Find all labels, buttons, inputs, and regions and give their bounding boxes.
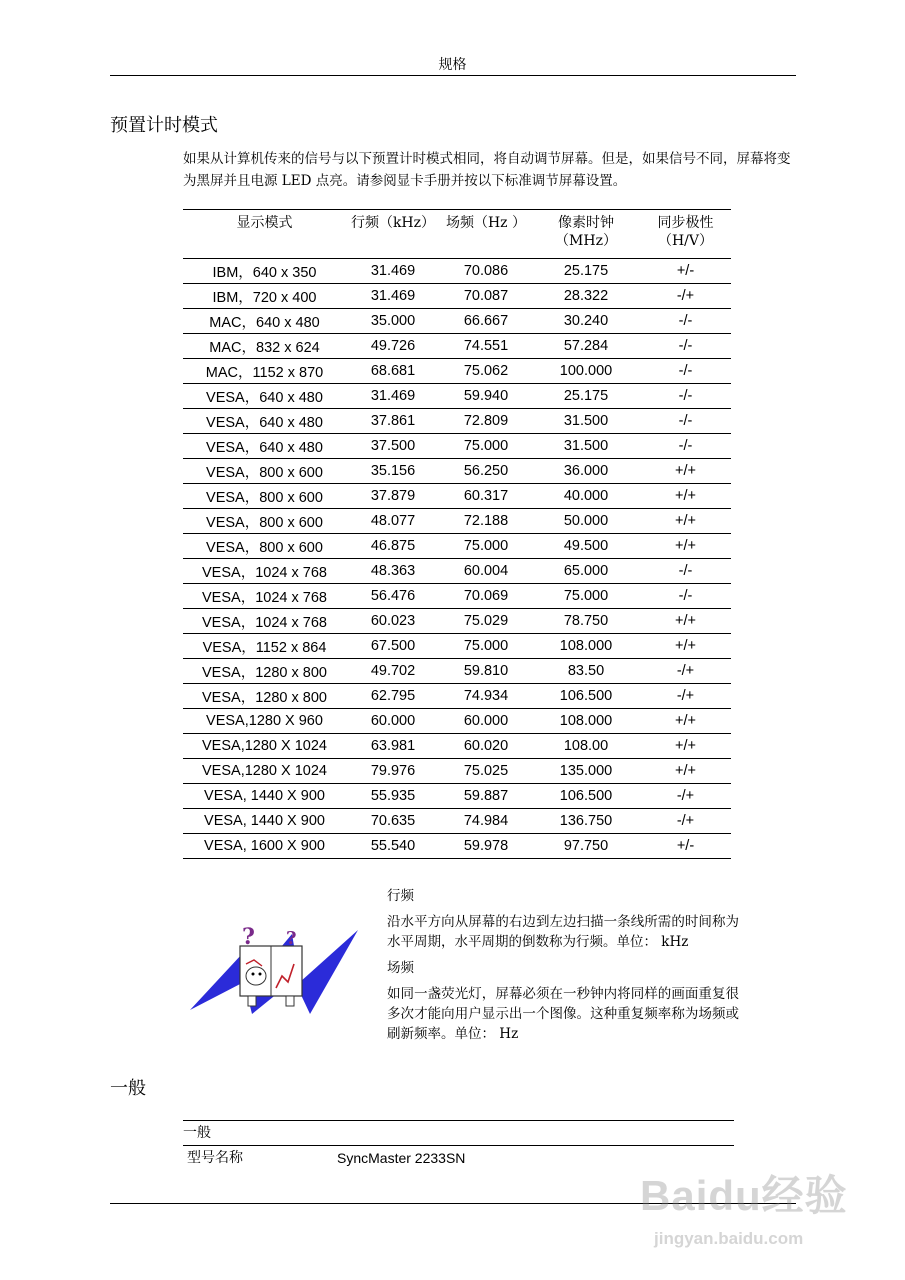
display-mode-cell: VESA，800 x 600	[183, 459, 346, 484]
sync-polarity-cell: +/+	[640, 509, 731, 534]
v-freq-cell: 72.188	[440, 509, 532, 534]
display-mode-cell: VESA，1280 x 800	[183, 659, 346, 684]
display-mode-cell: VESA，640 x 480	[183, 409, 346, 434]
display-mode-cell: MAC，832 x 624	[183, 334, 346, 359]
sync-polarity-cell: -/-	[640, 384, 731, 409]
h-freq-cell: 31.469	[346, 259, 440, 284]
h-freq-cell: 68.681	[346, 359, 440, 384]
table-row	[183, 734, 731, 759]
v-freq-cell: 60.000	[440, 709, 532, 734]
v-freq-cell: 75.029	[440, 609, 532, 634]
section-title-general: 一般	[110, 1078, 146, 1099]
v-freq-cell: 59.940	[440, 384, 532, 409]
v-freq-cell: 56.250	[440, 459, 532, 484]
h-freq-cell: 49.702	[346, 659, 440, 684]
watermark-logo-text: Baidu经验	[640, 1172, 848, 1219]
pixel-clock-cell: 75.000	[532, 584, 640, 609]
header-divider	[110, 75, 796, 76]
sync-polarity-cell: +/+	[640, 459, 731, 484]
col-header-h-freq: 行频（kHz）	[346, 210, 440, 259]
table-row	[183, 384, 731, 409]
col-header-pixel-clock: 像素时钟（MHz）	[532, 210, 640, 259]
display-mode-cell: VESA, 1440 X 900	[183, 809, 346, 834]
h-freq-cell: 37.879	[346, 484, 440, 509]
h-freq-cell: 37.500	[346, 434, 440, 459]
display-mode-cell: VESA,1280 X 1024	[183, 734, 346, 759]
pixel-clock-cell: 136.750	[532, 809, 640, 834]
pixel-clock-cell: 65.000	[532, 559, 640, 584]
model-name-value: SyncMaster 2233SN	[337, 1150, 466, 1166]
display-mode-cell: VESA，1024 x 768	[183, 584, 346, 609]
pixel-clock-cell: 40.000	[532, 484, 640, 509]
pixel-clock-cell: 106.500	[532, 684, 640, 709]
sync-polarity-cell: -/-	[640, 359, 731, 384]
pixel-clock-cell: 30.240	[532, 309, 640, 334]
v-freq-cell: 72.809	[440, 409, 532, 434]
h-freq-cell: 35.000	[346, 309, 440, 334]
pixel-clock-cell: 36.000	[532, 459, 640, 484]
sync-polarity-cell: +/-	[640, 834, 731, 859]
h-freq-cell: 46.875	[346, 534, 440, 559]
note-v-freq-desc: 如同一盏荧光灯，屏幕必须在一秒钟内将同样的画面重复很多次才能向用户显示出一个图像。这种重复频率称为场频或刷新频率。单位： Hz	[387, 986, 739, 1042]
h-freq-cell: 63.981	[346, 734, 440, 759]
svg-text:?: ?	[286, 928, 297, 949]
h-freq-cell: 60.023	[346, 609, 440, 634]
table-row	[183, 259, 731, 284]
table-row	[183, 709, 731, 734]
note-h-freq-desc: 沿水平方向从屏幕的右边到左边扫描一条线所需的时间称为水平周期，水平周期的倒数称为行频。单位： kHz	[387, 914, 739, 950]
v-freq-cell: 70.086	[440, 259, 532, 284]
table-row	[183, 534, 731, 559]
display-mode-cell: MAC，1152 x 870	[183, 359, 346, 384]
pixel-clock-cell: 106.500	[532, 784, 640, 809]
sync-polarity-cell: +/+	[640, 734, 731, 759]
h-freq-cell: 35.156	[346, 459, 440, 484]
table-row	[183, 334, 731, 359]
v-freq-cell: 74.934	[440, 684, 532, 709]
v-freq-cell: 70.087	[440, 284, 532, 309]
table-row	[183, 759, 731, 784]
h-freq-cell: 67.500	[346, 634, 440, 659]
display-mode-cell: VESA，1024 x 768	[183, 559, 346, 584]
sync-polarity-cell: -/-	[640, 584, 731, 609]
pixel-clock-cell: 100.000	[532, 359, 640, 384]
table-row	[183, 659, 731, 684]
pixel-clock-cell: 57.284	[532, 334, 640, 359]
sync-polarity-cell: -/-	[640, 409, 731, 434]
h-freq-cell: 70.635	[346, 809, 440, 834]
pixel-clock-cell: 135.000	[532, 759, 640, 784]
frequency-notes	[387, 886, 739, 1050]
svg-text:?: ?	[242, 924, 255, 950]
v-freq-cell: 74.984	[440, 809, 532, 834]
v-freq-cell: 75.000	[440, 534, 532, 559]
pixel-clock-cell: 78.750	[532, 609, 640, 634]
v-freq-cell: 74.551	[440, 334, 532, 359]
table-row	[183, 284, 731, 309]
page-header-title: 规格	[438, 57, 467, 73]
table-row	[183, 784, 731, 809]
sync-polarity-cell: +/+	[640, 534, 731, 559]
timing-table-body	[183, 259, 731, 859]
timing-intro-paragraph: 如果从计算机传来的信号与以下预置计时模式相同，将自动调节屏幕。但是，如果信号不同，屏幕将变为黑屏并且电源 LED 点亮。请参阅显卡手册并按以下标准调节屏幕设置。	[183, 151, 791, 189]
v-freq-cell: 60.004	[440, 559, 532, 584]
table-row	[183, 484, 731, 509]
h-freq-cell: 62.795	[346, 684, 440, 709]
display-mode-cell: VESA，640 x 480	[183, 384, 346, 409]
table-row	[183, 684, 731, 709]
baidu-jingyan-watermark	[640, 1145, 855, 1275]
table-row	[183, 809, 731, 834]
pixel-clock-cell: 108.000	[532, 709, 640, 734]
table-row	[183, 584, 731, 609]
v-freq-cell: 59.978	[440, 834, 532, 859]
v-freq-cell: 75.025	[440, 759, 532, 784]
h-freq-cell: 49.726	[346, 334, 440, 359]
h-freq-cell: 48.077	[346, 509, 440, 534]
v-freq-cell: 66.667	[440, 309, 532, 334]
sync-polarity-cell: -/+	[640, 659, 731, 684]
display-mode-cell: VESA, 1600 X 900	[183, 834, 346, 859]
pixel-clock-cell: 83.50	[532, 659, 640, 684]
display-mode-cell: VESA，800 x 600	[183, 484, 346, 509]
display-mode-cell: IBM，720 x 400	[183, 284, 346, 309]
h-freq-cell: 55.935	[346, 784, 440, 809]
pixel-clock-cell: 25.175	[532, 384, 640, 409]
sync-polarity-cell: +/+	[640, 709, 731, 734]
note-h-freq-term: 行频	[387, 888, 414, 904]
sync-polarity-cell: +/+	[640, 609, 731, 634]
timing-modes-table	[183, 209, 731, 859]
v-freq-cell: 59.810	[440, 659, 532, 684]
h-freq-cell: 56.476	[346, 584, 440, 609]
sync-polarity-cell: -/-	[640, 559, 731, 584]
table-row	[183, 834, 731, 859]
pixel-clock-cell: 49.500	[532, 534, 640, 559]
section-title-timing: 预置计时模式	[110, 115, 218, 136]
col-header-sync-polarity: 同步极性（H/V）	[640, 210, 731, 259]
table-row	[183, 359, 731, 384]
v-freq-cell: 60.020	[440, 734, 532, 759]
pixel-clock-cell: 25.175	[532, 259, 640, 284]
pixel-clock-cell: 50.000	[532, 509, 640, 534]
sync-polarity-cell: -/-	[640, 334, 731, 359]
sync-polarity-cell: -/+	[640, 684, 731, 709]
h-freq-cell: 48.363	[346, 559, 440, 584]
thinking-book-illustration	[190, 924, 362, 1016]
pixel-clock-cell: 28.322	[532, 284, 640, 309]
display-mode-cell: VESA,1280 X 960	[183, 709, 346, 734]
sync-polarity-cell: -/+	[640, 809, 731, 834]
sync-polarity-cell: +/+	[640, 759, 731, 784]
h-freq-cell: 37.861	[346, 409, 440, 434]
display-mode-cell: IBM，640 x 350	[183, 259, 346, 284]
sync-polarity-cell: +/-	[640, 259, 731, 284]
table-row	[183, 559, 731, 584]
pixel-clock-cell: 97.750	[532, 834, 640, 859]
display-mode-cell: VESA，800 x 600	[183, 509, 346, 534]
h-freq-cell: 55.540	[346, 834, 440, 859]
model-name-label: 型号名称	[187, 1150, 243, 1166]
table-row	[183, 609, 731, 634]
table-row	[183, 509, 731, 534]
sync-polarity-cell: -/-	[640, 309, 731, 334]
display-mode-cell: VESA，800 x 600	[183, 534, 346, 559]
v-freq-cell: 75.062	[440, 359, 532, 384]
h-freq-cell: 31.469	[346, 384, 440, 409]
sync-polarity-cell: -/+	[640, 784, 731, 809]
v-freq-cell: 75.000	[440, 434, 532, 459]
display-mode-cell: VESA，1024 x 768	[183, 609, 346, 634]
note-v-freq-term: 场频	[387, 960, 414, 976]
display-mode-cell: MAC，640 x 480	[183, 309, 346, 334]
pixel-clock-cell: 31.500	[532, 409, 640, 434]
pixel-clock-cell: 31.500	[532, 434, 640, 459]
display-mode-cell: VESA，640 x 480	[183, 434, 346, 459]
pixel-clock-cell: 108.00	[532, 734, 640, 759]
sync-polarity-cell: +/+	[640, 484, 731, 509]
table-row	[183, 409, 731, 434]
table-row	[183, 309, 731, 334]
sync-polarity-cell: +/+	[640, 634, 731, 659]
display-mode-cell: VESA，1152 x 864	[183, 634, 346, 659]
pixel-clock-cell: 108.000	[532, 634, 640, 659]
table-row	[183, 434, 731, 459]
v-freq-cell: 75.000	[440, 634, 532, 659]
v-freq-cell: 70.069	[440, 584, 532, 609]
v-freq-cell: 59.887	[440, 784, 532, 809]
col-header-display-mode: 显示模式	[183, 210, 346, 259]
h-freq-cell: 60.000	[346, 709, 440, 734]
display-mode-cell: VESA，1280 x 800	[183, 684, 346, 709]
table-row	[183, 459, 731, 484]
sync-polarity-cell: -/-	[640, 434, 731, 459]
table-row	[183, 634, 731, 659]
col-header-v-freq: 场频（Hz ）	[440, 210, 532, 259]
watermark-url: jingyan.baidu.com	[654, 1229, 804, 1248]
h-freq-cell: 79.976	[346, 759, 440, 784]
display-mode-cell: VESA, 1440 X 900	[183, 784, 346, 809]
display-mode-cell: VESA,1280 X 1024	[183, 759, 346, 784]
v-freq-cell: 60.317	[440, 484, 532, 509]
sync-polarity-cell: -/+	[640, 284, 731, 309]
table-header-row	[183, 210, 731, 259]
h-freq-cell: 31.469	[346, 284, 440, 309]
general-table-header: 一般	[183, 1125, 211, 1141]
